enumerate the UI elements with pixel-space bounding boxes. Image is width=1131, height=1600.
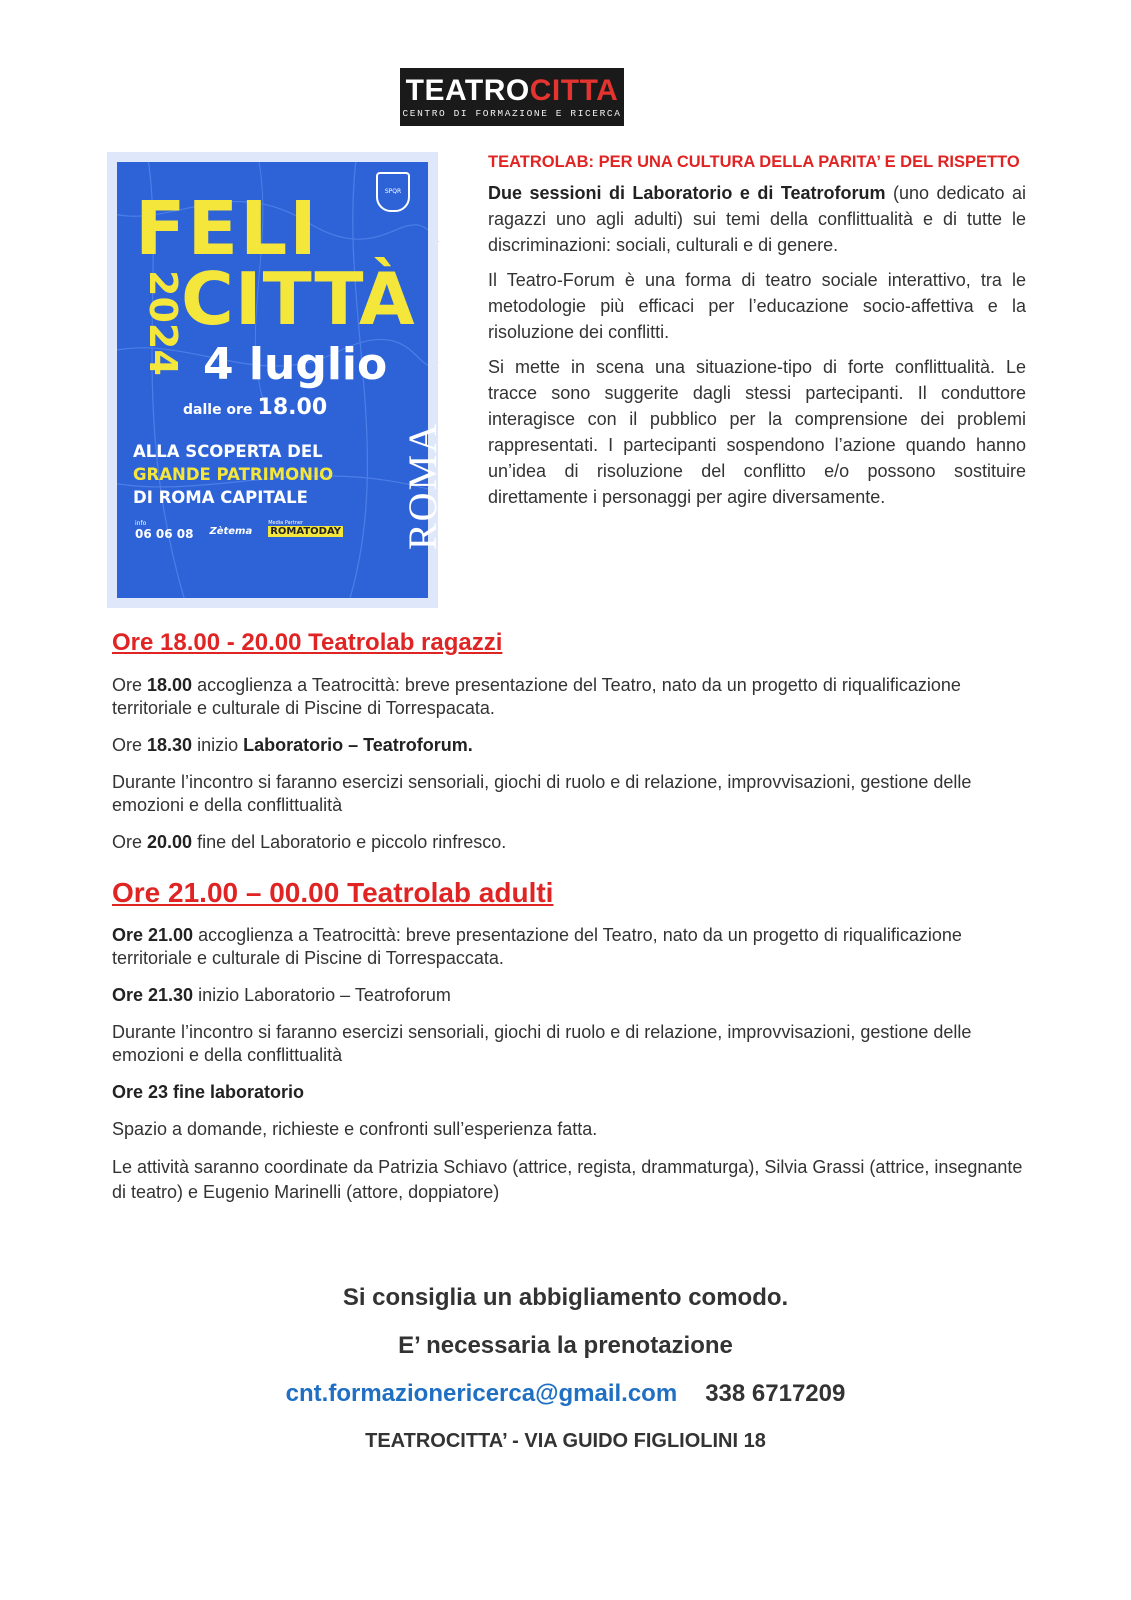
- intro-paragraph-2: Il Teatro-Forum è una forma di teatro sociale interattivo, tra le metodologie più efficaci per l’educazione socio-affettiva e la risoluzione dei conflitti.: [488, 270, 1026, 342]
- poster-city: ROMA: [400, 421, 445, 550]
- roma-shield-icon: SPQR: [376, 172, 410, 212]
- romatoday-logo: ROMATODAY: [270, 526, 341, 537]
- poster-partner: [268, 520, 343, 541]
- poster-tag-line-2: GRANDE PATRIMONIO: [133, 465, 334, 484]
- zetema-logo: Zètema: [209, 526, 253, 537]
- intro-section: [488, 150, 1026, 519]
- adulti-section: [112, 876, 1026, 1219]
- poster-time-value: 18.00: [257, 395, 328, 420]
- poster-tagline: [133, 440, 333, 509]
- poster-info: [135, 520, 193, 541]
- felicitta-poster: [107, 152, 445, 608]
- intro-paragraph-3: Si mette in scena una situazione-tipo di forte conflittualità. Le tracce sono suggerite dagli stessi partecipanti. Il conduttore interagisce con il pubblico per la comprensione dei problemi rappresentati. I partecipanti sospendono l’azione quando hanno un’idea di risoluzione del conflitto e/o possono sostituire direttamente i personaggi per agire diversamente.: [488, 357, 1026, 507]
- adulti-heading: Ore 21.00 – 00.00 Teatrolab adulti: [112, 877, 554, 908]
- intro-title: TEATROLAB: PER UNA CULTURA DELLA PARITA’ E DEL RISPETTO: [488, 153, 1020, 171]
- adulti-line-1: Ore 21.00 accoglienza a Teatrocittà: breve presentazione del Teatro, nato da un progetto di riqualificazione territoriale e culturale di Piscine di Torrespaccata.: [112, 925, 962, 968]
- ragazzi-line-3: Durante l’incontro si faranno esercizi sensoriali, giochi di ruolo e di relazione, improvvisazioni, gestione delle emozioni e della conflittualità: [112, 772, 972, 815]
- poster-year: 2024: [141, 270, 185, 376]
- intro-p1-text: (uno dedicato ai ragazzi uno agli adulti) sui temi della conflittualità e di tutte le discriminazioni: sociali, culturali e di genere.: [488, 183, 1026, 255]
- footer-address: TEATROCITTA’ - VIA GUIDO FIGLIOLINI 18: [365, 1430, 766, 1452]
- adulti-line-2: Ore 21.30 inizio Laboratorio – Teatroforum: [112, 985, 451, 1005]
- intro-paragraph-1: [488, 180, 1026, 258]
- logo-subtitle: CENTRO DI FORMAZIONE E RICERCA: [402, 108, 622, 119]
- ragazzi-heading: Ore 18.00 - 20.00 Teatrolab ragazzi: [112, 629, 503, 656]
- poster-title-citta: CITTÀ: [181, 257, 416, 341]
- footer-booking: E’ necessaria la prenotazione: [398, 1332, 733, 1359]
- poster-time-prefix: dalle ore: [183, 402, 253, 418]
- ragazzi-section: [112, 628, 1026, 868]
- footer-advice: Si consiglia un abbigliamento comodo.: [342, 1284, 789, 1311]
- teatrocitta-logo: [400, 68, 624, 126]
- ragazzi-line-4: Ore 20.00 fine del Laboratorio e piccolo rinfresco.: [112, 832, 507, 852]
- logo-text-red: CITTA: [529, 74, 619, 107]
- adulti-line-6: Le attività saranno coordinate da Patrizia Schiavo (attrice, regista, drammaturga), Silvia Grassi (attrice, insegnante di teatro) e Eugenio Marinelli (attore, doppiatore): [112, 1157, 1023, 1202]
- poster-date: 4 luglio: [203, 339, 388, 390]
- email-link[interactable]: cnt.formazionericerca@gmail.com: [285, 1380, 678, 1407]
- poster-info-label: info: [135, 520, 147, 527]
- poster-footer: [135, 520, 394, 541]
- poster-tag-line-3: DI ROMA CAPITALE: [133, 488, 308, 507]
- footer-contacts: [0, 1380, 1131, 1408]
- intro-p1-bold: Due sessioni di Laboratorio e di Teatroforum: [488, 183, 886, 203]
- adulti-line-5: Spazio a domande, richieste e confronti sull’esperienza fatta.: [112, 1119, 598, 1139]
- poster-title-feli: FELI: [135, 186, 319, 272]
- ragazzi-line-2: Ore 18.30 inizio Laboratorio – Teatroforum.: [112, 735, 473, 755]
- logo-text-black: TEATRO: [405, 74, 530, 107]
- poster-partner-label: Media Partner: [268, 520, 303, 526]
- poster-tag-line-1: ALLA SCOPERTA DEL: [133, 442, 323, 461]
- poster-time: [183, 395, 327, 420]
- adulti-line-4: Ore 23 fine laboratorio: [112, 1082, 305, 1102]
- adulti-line-3: Durante l’incontro si faranno esercizi sensoriali, giochi di ruolo e di relazione, improvvisazioni, gestione delle emozioni e della conflittualità: [112, 1022, 972, 1065]
- phone-number: 338 6717209: [705, 1380, 846, 1407]
- ragazzi-line-1: Ore 18.00 accoglienza a Teatrocittà: breve presentazione del Teatro, nato da un progetto di riqualificazione territoriale e culturale di Piscine di Torrespacata.: [112, 675, 961, 718]
- poster-info-number: 06 06 08: [135, 527, 194, 541]
